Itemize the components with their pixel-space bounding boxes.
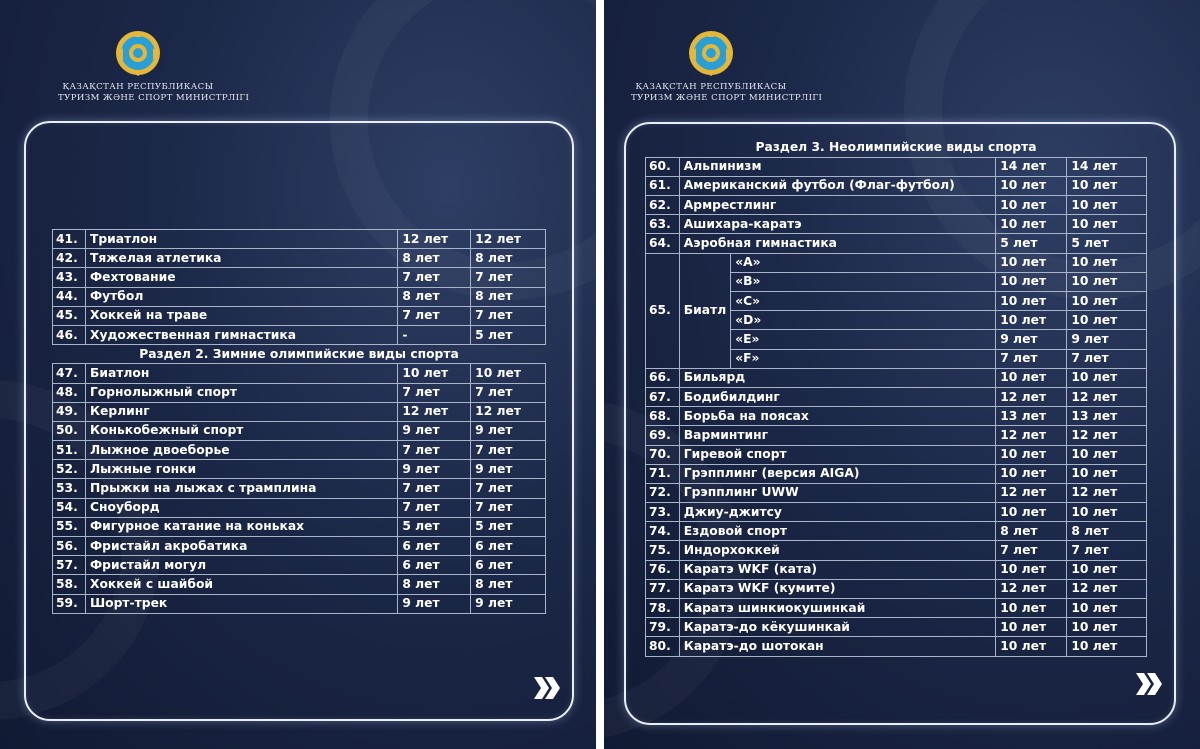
age-value-a: 12 лет	[996, 579, 1067, 598]
age-value-a: 9 лет	[398, 460, 471, 479]
table-row	[53, 517, 546, 536]
table-row	[53, 325, 546, 344]
row-number: 52.	[53, 460, 86, 479]
sub-category: «B»	[731, 272, 996, 291]
sport-name: Шорт-трек	[85, 594, 397, 613]
age-value-a: 10 лет	[996, 560, 1067, 579]
sport-name: Биатлон	[85, 364, 397, 383]
age-value-b: 12 лет	[1067, 426, 1147, 445]
row-number: 54.	[53, 498, 86, 517]
table-row	[646, 637, 1147, 656]
age-value-b: 14 лет	[1067, 157, 1147, 176]
table-row	[53, 268, 546, 287]
age-value-b: 8 лет	[471, 249, 546, 268]
sub-category: «A»	[731, 253, 996, 272]
row-number: 55.	[53, 517, 86, 536]
double-chevron-right-icon[interactable]	[1134, 671, 1164, 697]
age-value-b: 10 лет	[1067, 292, 1147, 311]
ministry-header	[58, 28, 250, 104]
age-value-b: 9 лет	[1067, 330, 1147, 349]
age-value-a: 10 лет	[996, 618, 1067, 637]
sport-name: Аэробная гимнастика	[679, 234, 995, 253]
table-row	[646, 176, 1147, 195]
age-value-b: 7 лет	[1067, 349, 1147, 368]
age-value-a: 12 лет	[398, 402, 471, 421]
row-number: 50.	[53, 421, 86, 440]
sport-name: Ашихара-каратэ	[679, 215, 995, 234]
table-row	[646, 368, 1147, 387]
table-row	[646, 426, 1147, 445]
age-value-b: 7 лет	[471, 306, 546, 325]
age-value-a: -	[398, 325, 471, 344]
age-value-b: 10 лет	[1067, 196, 1147, 215]
kazakhstan-emblem-icon	[113, 28, 163, 78]
row-number: 68.	[646, 407, 680, 426]
row-number: 73.	[646, 503, 680, 522]
row-number: 42.	[53, 249, 86, 268]
table-row	[646, 579, 1147, 598]
section-heading-row	[53, 345, 546, 364]
ministry-line-2: ТУРИЗМ ЖӘНЕ СПОРТ МИНИСТРЛІГІ	[631, 93, 823, 103]
row-number: 74.	[646, 522, 680, 541]
row-number: 70.	[646, 445, 680, 464]
sport-name: Бильярд	[679, 368, 995, 387]
table-row	[53, 249, 546, 268]
table-row	[53, 383, 546, 402]
age-value-a: 8 лет	[398, 287, 471, 306]
table-row	[646, 387, 1147, 406]
age-value-b: 10 лет	[1067, 368, 1147, 387]
row-number: 64.	[646, 234, 680, 253]
age-value-a: 10 лет	[996, 311, 1067, 330]
age-value-a: 10 лет	[996, 272, 1067, 291]
age-value-b: 13 лет	[1067, 407, 1147, 426]
row-number: 77.	[646, 579, 680, 598]
age-value-b: 10 лет	[1067, 215, 1147, 234]
ministry-header	[631, 28, 823, 104]
age-value-a: 6 лет	[398, 556, 471, 575]
age-value-a: 10 лет	[996, 445, 1067, 464]
sport-name: Фристайл могул	[85, 556, 397, 575]
row-number: 56.	[53, 537, 86, 556]
table-row	[646, 618, 1147, 637]
age-value-b: 10 лет	[1067, 445, 1147, 464]
sport-name: Бодибилдинг	[679, 387, 995, 406]
age-value-b: 7 лет	[471, 479, 546, 498]
age-value-b: 10 лет	[1067, 253, 1147, 272]
age-value-a: 6 лет	[398, 537, 471, 556]
row-number: 59.	[53, 594, 86, 613]
kazakhstan-emblem-icon	[686, 28, 736, 78]
row-number: 47.	[53, 364, 86, 383]
sport-name: Каратэ WKF (ката)	[679, 560, 995, 579]
sports-age-table-right	[645, 138, 1147, 657]
age-value-a: 9 лет	[996, 330, 1067, 349]
table-row	[646, 599, 1147, 618]
age-value-b: 8 лет	[471, 287, 546, 306]
row-number: 71.	[646, 464, 680, 483]
age-value-a: 13 лет	[996, 407, 1067, 426]
sport-name: Футбол	[85, 287, 397, 306]
age-value-b: 9 лет	[471, 594, 546, 613]
sport-name: Армрестлинг	[679, 196, 995, 215]
sport-name: Биатл	[679, 253, 730, 368]
age-value-a: 10 лет	[996, 176, 1067, 195]
age-value-b: 5 лет	[471, 517, 546, 536]
age-value-b: 8 лет	[1067, 522, 1147, 541]
row-number: 53.	[53, 479, 86, 498]
table-row	[53, 287, 546, 306]
age-value-a: 10 лет	[996, 292, 1067, 311]
row-number: 72.	[646, 483, 680, 502]
table-row	[53, 306, 546, 325]
row-number: 78.	[646, 599, 680, 618]
sport-name: Каратэ-до кёкушинкай	[679, 618, 995, 637]
table-row	[53, 498, 546, 517]
sub-category: «F»	[731, 349, 996, 368]
age-value-a: 9 лет	[398, 421, 471, 440]
row-number: 58.	[53, 575, 86, 594]
section-2-title: Раздел 2. Зимние олимпийские виды спорта	[53, 345, 546, 364]
age-value-a: 10 лет	[398, 364, 471, 383]
table-row	[646, 253, 1147, 272]
age-value-a: 10 лет	[996, 196, 1067, 215]
age-value-a: 7 лет	[996, 349, 1067, 368]
table-row	[53, 575, 546, 594]
sport-name: Горнолыжный спорт	[85, 383, 397, 402]
row-number: 49.	[53, 402, 86, 421]
age-value-a: 8 лет	[398, 249, 471, 268]
age-value-b: 7 лет	[471, 383, 546, 402]
age-value-a: 7 лет	[398, 383, 471, 402]
sub-category: «C»	[731, 292, 996, 311]
sport-name: Фристайл акробатика	[85, 537, 397, 556]
age-value-b: 7 лет	[471, 441, 546, 460]
age-value-a: 10 лет	[996, 503, 1067, 522]
age-value-a: 7 лет	[996, 541, 1067, 560]
sport-name: Американский футбол (Флаг-футбол)	[679, 176, 995, 195]
row-number: 60.	[646, 157, 680, 176]
table-row	[53, 537, 546, 556]
sport-name: Гиревой спорт	[679, 445, 995, 464]
age-value-b: 5 лет	[471, 325, 546, 344]
row-number: 41.	[53, 230, 86, 249]
sport-name: Триатлон	[85, 230, 397, 249]
double-chevron-right-icon[interactable]	[532, 675, 562, 701]
table-row	[53, 460, 546, 479]
age-value-a: 7 лет	[398, 498, 471, 517]
ministry-line-1: ҚАЗАҚСТАН РЕСПУБЛИКАСЫ	[635, 82, 787, 92]
age-value-b: 5 лет	[1067, 234, 1147, 253]
sport-name: Прыжки на лыжах с трамплина	[85, 479, 397, 498]
row-number: 51.	[53, 441, 86, 460]
age-value-b: 12 лет	[471, 230, 546, 249]
table-row	[53, 421, 546, 440]
sport-name: Тяжелая атлетика	[85, 249, 397, 268]
sport-name: Альпинизм	[679, 157, 995, 176]
row-number: 43.	[53, 268, 86, 287]
table-row	[53, 230, 546, 249]
sport-name: Керлинг	[85, 402, 397, 421]
sub-category: «D»	[731, 311, 996, 330]
row-number: 62.	[646, 196, 680, 215]
age-value-a: 12 лет	[996, 483, 1067, 502]
table-row	[646, 445, 1147, 464]
age-value-b: 10 лет	[1067, 311, 1147, 330]
row-number: 76.	[646, 560, 680, 579]
ministry-line-2: ТУРИЗМ ЖӘНЕ СПОРТ МИНИСТРЛІГІ	[58, 93, 250, 103]
row-number: 63.	[646, 215, 680, 234]
sport-name: Фехтование	[85, 268, 397, 287]
age-value-a: 10 лет	[996, 253, 1067, 272]
table-row	[646, 196, 1147, 215]
age-value-a: 12 лет	[398, 230, 471, 249]
age-value-a: 7 лет	[398, 441, 471, 460]
table-row	[646, 215, 1147, 234]
sport-name: Хоккей с шайбой	[85, 575, 397, 594]
age-value-b: 12 лет	[1067, 387, 1147, 406]
age-value-a: 10 лет	[996, 599, 1067, 618]
table-row	[53, 402, 546, 421]
age-value-a: 7 лет	[398, 306, 471, 325]
age-value-b: 10 лет	[471, 364, 546, 383]
ministry-line-1: ҚАЗАҚСТАН РЕСПУБЛИКАСЫ	[62, 82, 214, 92]
row-number: 45.	[53, 306, 86, 325]
sub-category: «E»	[731, 330, 996, 349]
age-value-b: 12 лет	[471, 402, 546, 421]
sport-name: Художественная гимнастика	[85, 325, 397, 344]
sport-name: Каратэ-до шотокан	[679, 637, 995, 656]
age-value-b: 7 лет	[1067, 541, 1147, 560]
age-value-a: 7 лет	[398, 479, 471, 498]
sport-name: Сноуборд	[85, 498, 397, 517]
age-value-a: 10 лет	[996, 368, 1067, 387]
table-row	[53, 479, 546, 498]
age-value-b: 9 лет	[471, 460, 546, 479]
age-value-b: 12 лет	[1067, 483, 1147, 502]
age-value-b: 12 лет	[1067, 579, 1147, 598]
sport-name: Фигурное катание на коньках	[85, 517, 397, 536]
age-value-a: 12 лет	[996, 426, 1067, 445]
age-value-a: 8 лет	[398, 575, 471, 594]
row-number: 69.	[646, 426, 680, 445]
sport-name: Хоккей на траве	[85, 306, 397, 325]
age-value-a: 10 лет	[996, 215, 1067, 234]
age-value-a: 14 лет	[996, 157, 1067, 176]
age-value-a: 12 лет	[996, 387, 1067, 406]
age-value-b: 10 лет	[1067, 618, 1147, 637]
table-row	[646, 483, 1147, 502]
age-value-a: 10 лет	[996, 464, 1067, 483]
age-value-b: 7 лет	[471, 498, 546, 517]
table-row	[53, 364, 546, 383]
age-value-b: 6 лет	[471, 537, 546, 556]
sport-name: Ездовой спорт	[679, 522, 995, 541]
table-row	[646, 503, 1147, 522]
sport-name: Лыжные гонки	[85, 460, 397, 479]
row-number: 65.	[646, 253, 680, 368]
table-row	[53, 441, 546, 460]
table-row	[53, 594, 546, 613]
section-heading-row	[646, 138, 1147, 157]
section-3-title: Раздел 3. Неолимпийские виды спорта	[646, 138, 1147, 157]
sport-name: Грэпплинг (версия AIGA)	[679, 464, 995, 483]
table-row	[646, 541, 1147, 560]
age-value-b: 10 лет	[1067, 503, 1147, 522]
age-value-a: 5 лет	[996, 234, 1067, 253]
table-row	[53, 556, 546, 575]
row-number: 67.	[646, 387, 680, 406]
sports-age-table-left	[52, 229, 546, 614]
sport-name: Джиу-джитсу	[679, 503, 995, 522]
sport-name: Лыжное двоеборье	[85, 441, 397, 460]
row-number: 46.	[53, 325, 86, 344]
table-row	[646, 407, 1147, 426]
sport-name: Каратэ WKF (кумите)	[679, 579, 995, 598]
age-value-b: 10 лет	[1067, 176, 1147, 195]
sport-name: Индорхоккей	[679, 541, 995, 560]
age-value-a: 5 лет	[398, 517, 471, 536]
age-value-a: 10 лет	[996, 637, 1067, 656]
age-value-b: 8 лет	[471, 575, 546, 594]
age-value-a: 8 лет	[996, 522, 1067, 541]
row-number: 79.	[646, 618, 680, 637]
row-number: 66.	[646, 368, 680, 387]
row-number: 80.	[646, 637, 680, 656]
table-row	[646, 234, 1147, 253]
row-number: 48.	[53, 383, 86, 402]
row-number: 61.	[646, 176, 680, 195]
sport-name: Каратэ шинкиокушинкай	[679, 599, 995, 618]
sport-name: Борьба на поясах	[679, 407, 995, 426]
table-row	[646, 464, 1147, 483]
sport-name: Варминтинг	[679, 426, 995, 445]
age-value-a: 9 лет	[398, 594, 471, 613]
table-row	[646, 560, 1147, 579]
age-value-b: 10 лет	[1067, 599, 1147, 618]
age-value-b: 6 лет	[471, 556, 546, 575]
age-value-b: 10 лет	[1067, 560, 1147, 579]
row-number: 57.	[53, 556, 86, 575]
row-number: 75.	[646, 541, 680, 560]
age-value-b: 9 лет	[471, 421, 546, 440]
sport-name: Конькобежный спорт	[85, 421, 397, 440]
row-number: 44.	[53, 287, 86, 306]
age-value-b: 10 лет	[1067, 464, 1147, 483]
age-value-b: 7 лет	[471, 268, 546, 287]
age-value-a: 7 лет	[398, 268, 471, 287]
table-row	[646, 522, 1147, 541]
age-value-b: 10 лет	[1067, 637, 1147, 656]
sport-name: Грэпплинг UWW	[679, 483, 995, 502]
table-row	[646, 157, 1147, 176]
age-value-b: 10 лет	[1067, 272, 1147, 291]
